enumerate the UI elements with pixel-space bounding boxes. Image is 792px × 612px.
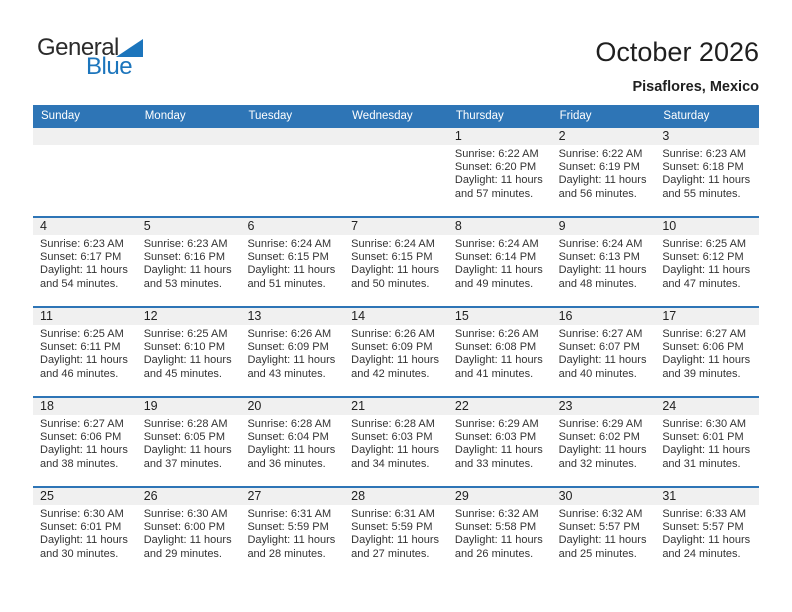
sunrise-text: Sunrise: 6:23 AM <box>40 238 124 250</box>
sunrise-text: Sunrise: 6:31 AM <box>247 508 332 520</box>
day-details <box>33 505 137 561</box>
calendar-day-cell <box>33 218 137 306</box>
sunset-text: Sunset: 6:04 PM <box>247 431 329 444</box>
sunrise-text: Sunrise: 6:22 AM <box>454 148 539 160</box>
calendar-day-cell <box>655 128 759 216</box>
calendar-week-row <box>33 126 759 216</box>
daylight-text-line1: Daylight: 11 hours <box>662 444 751 457</box>
sunrise-text: Sunrise: 6:25 AM <box>143 328 228 340</box>
day-details <box>137 415 241 471</box>
sunset-text: Sunset: 5:59 PM <box>247 521 329 534</box>
sunset-text: Sunset: 5:57 PM <box>558 521 640 534</box>
daylight-text-line1: Daylight: 11 hours <box>351 354 440 367</box>
daylight-text-line2: and 55 minutes. <box>662 187 741 200</box>
daylight-text-line2: and 25 minutes. <box>558 547 637 560</box>
sunrise-text: Sunrise: 6:24 AM <box>454 238 539 250</box>
day-details <box>552 235 656 291</box>
calendar-day-cell <box>137 308 241 396</box>
weekday-label-friday: Friday <box>559 109 592 122</box>
day-details <box>240 505 344 561</box>
daylight-text-line2: and 57 minutes. <box>454 187 534 200</box>
day-number: 21 <box>344 398 448 415</box>
daylight-text-line2: and 36 minutes. <box>247 457 326 470</box>
calendar-day-cell <box>137 398 241 486</box>
weekday-label-thursday: Thursday <box>455 109 504 122</box>
sunset-text: Sunset: 6:13 PM <box>558 251 640 264</box>
sunset-text: Sunset: 6:01 PM <box>40 521 122 534</box>
calendar-day-cell <box>448 488 552 576</box>
day-number: 19 <box>137 398 241 415</box>
daylight-text-line1: Daylight: 11 hours <box>143 354 232 367</box>
daylight-text-line2: and 32 minutes. <box>558 457 637 470</box>
daylight-text-line1: Daylight: 11 hours <box>143 264 232 277</box>
sunset-text: Sunset: 6:07 PM <box>558 341 640 354</box>
sunrise-text: Sunrise: 6:24 AM <box>558 238 643 250</box>
day-number: 31 <box>655 488 759 505</box>
calendar-day-cell <box>240 218 344 306</box>
daylight-text-line1: Daylight: 11 hours <box>558 444 647 457</box>
sunset-text: Sunset: 6:05 PM <box>143 431 226 444</box>
day-number: 5 <box>137 218 241 235</box>
day-number: 12 <box>137 308 241 325</box>
calendar-day-cell <box>552 218 656 306</box>
day-details <box>240 325 344 381</box>
calendar-weeks <box>33 126 759 576</box>
day-details <box>552 325 656 381</box>
sunset-text: Sunset: 6:11 PM <box>40 341 121 354</box>
daylight-text-line2: and 46 minutes. <box>40 367 119 380</box>
daylight-text-line2: and 42 minutes. <box>351 367 430 380</box>
weekday-label-wednesday: Wednesday <box>352 109 413 122</box>
sunrise-text: Sunrise: 6:26 AM <box>247 328 332 340</box>
daylight-text-line2: and 29 minutes. <box>143 547 222 560</box>
day-details <box>655 325 759 381</box>
daylight-text-line2: and 31 minutes. <box>662 457 741 470</box>
sunrise-text: Sunrise: 6:28 AM <box>351 418 435 430</box>
sunset-text: Sunset: 6:12 PM <box>662 251 744 264</box>
day-number: 10 <box>655 218 759 235</box>
sunrise-text: Sunrise: 6:27 AM <box>558 328 643 340</box>
day-details <box>655 235 759 291</box>
daylight-text-line2: and 27 minutes. <box>351 547 430 560</box>
day-number: 15 <box>448 308 552 325</box>
sunrise-text: Sunrise: 6:32 AM <box>454 508 539 520</box>
daylight-text-line1: Daylight: 11 hours <box>454 264 543 277</box>
daylight-text-line1: Daylight: 11 hours <box>40 354 128 367</box>
day-number: 17 <box>655 308 759 325</box>
day-details <box>137 325 241 381</box>
sunset-text: Sunset: 6:09 PM <box>351 341 433 354</box>
sunset-text: Sunset: 6:03 PM <box>351 431 433 444</box>
daylight-text-line2: and 48 minutes. <box>558 277 637 290</box>
daylight-text-line2: and 38 minutes. <box>40 457 119 470</box>
sunset-text: Sunset: 6:14 PM <box>454 251 537 264</box>
daylight-text-line1: Daylight: 11 hours <box>143 444 232 457</box>
day-details <box>552 415 656 471</box>
day-number: 2 <box>552 128 656 145</box>
daylight-text-line2: and 53 minutes. <box>143 277 222 290</box>
daylight-text-line1: Daylight: 11 hours <box>454 354 543 367</box>
sunrise-text: Sunrise: 6:30 AM <box>662 418 747 430</box>
sunset-text: Sunset: 6:17 PM <box>40 251 122 264</box>
daylight-text-line2: and 39 minutes. <box>662 367 741 380</box>
calendar-day-cell <box>448 128 552 216</box>
daylight-text-line1: Daylight: 11 hours <box>247 444 336 457</box>
calendar-day-cell <box>33 308 137 396</box>
sunrise-text: Sunrise: 6:27 AM <box>40 418 124 430</box>
day-details <box>33 235 137 291</box>
sunrise-text: Sunrise: 6:29 AM <box>558 418 643 430</box>
title-block <box>595 36 759 95</box>
sunset-text: Sunset: 6:10 PM <box>143 341 226 354</box>
calendar-day-cell <box>137 218 241 306</box>
sunset-text: Sunset: 6:01 PM <box>662 431 744 444</box>
sunset-text: Sunset: 5:59 PM <box>351 521 433 534</box>
daylight-text-line2: and 40 minutes. <box>558 367 637 380</box>
page-title: October 2026 <box>595 37 759 67</box>
day-number: 6 <box>240 218 344 235</box>
sunrise-text: Sunrise: 6:27 AM <box>662 328 747 340</box>
daylight-text-line1: Daylight: 11 hours <box>558 174 647 187</box>
calendar-day-cell <box>552 398 656 486</box>
day-details <box>552 145 656 201</box>
day-number: 1 <box>448 128 552 145</box>
sunset-text: Sunset: 6:15 PM <box>247 251 329 264</box>
calendar-day-cell <box>137 488 241 576</box>
sunset-text: Sunset: 6:15 PM <box>351 251 433 264</box>
calendar-day-cell <box>552 308 656 396</box>
calendar-week-row <box>33 486 759 576</box>
daylight-text-line2: and 28 minutes. <box>247 547 326 560</box>
daylight-text-line1: Daylight: 11 hours <box>662 534 751 547</box>
sunrise-text: Sunrise: 6:24 AM <box>247 238 332 250</box>
daylight-text-line1: Daylight: 11 hours <box>662 354 751 367</box>
calendar-day-cell <box>655 488 759 576</box>
day-number: 30 <box>552 488 656 505</box>
sunrise-text: Sunrise: 6:28 AM <box>143 418 228 430</box>
daylight-text-line2: and 47 minutes. <box>662 277 741 290</box>
daylight-text-line1: Daylight: 11 hours <box>351 264 440 277</box>
weekday-label-saturday: Saturday <box>663 109 710 122</box>
calendar-day-cell <box>240 398 344 486</box>
sunrise-text: Sunrise: 6:26 AM <box>351 328 435 340</box>
daylight-text-line1: Daylight: 11 hours <box>454 174 543 187</box>
day-details <box>655 145 759 201</box>
day-details <box>655 505 759 561</box>
daylight-text-line1: Daylight: 11 hours <box>247 534 336 547</box>
sunset-text: Sunset: 6:06 PM <box>40 431 122 444</box>
calendar-day-cell <box>344 308 448 396</box>
calendar-empty-cell <box>344 128 448 216</box>
day-number: 22 <box>448 398 552 415</box>
day-number <box>344 128 448 145</box>
daylight-text-line2: and 33 minutes. <box>454 457 534 470</box>
sunrise-text: Sunrise: 6:30 AM <box>40 508 124 520</box>
sunset-text: Sunset: 6:09 PM <box>247 341 329 354</box>
logo-text-blue: Blue <box>86 53 133 80</box>
calendar-day-cell <box>552 488 656 576</box>
sunrise-text: Sunrise: 6:25 AM <box>662 238 747 250</box>
day-number: 23 <box>552 398 656 415</box>
day-details <box>33 325 137 381</box>
day-number: 8 <box>448 218 552 235</box>
daylight-text-line2: and 49 minutes. <box>454 277 534 290</box>
sunset-text: Sunset: 6:16 PM <box>143 251 226 264</box>
day-details <box>448 415 552 471</box>
calendar-day-cell <box>552 128 656 216</box>
daylight-text-line1: Daylight: 11 hours <box>662 264 751 277</box>
day-number: 14 <box>344 308 448 325</box>
daylight-text-line1: Daylight: 11 hours <box>247 264 336 277</box>
sunset-text: Sunset: 6:20 PM <box>454 161 537 174</box>
sunrise-text: Sunrise: 6:33 AM <box>662 508 747 520</box>
day-number: 28 <box>344 488 448 505</box>
sunrise-text: Sunrise: 6:32 AM <box>558 508 643 520</box>
daylight-text-line2: and 24 minutes. <box>662 547 741 560</box>
sunset-text: Sunset: 6:18 PM <box>662 161 744 174</box>
sunrise-text: Sunrise: 6:26 AM <box>454 328 539 340</box>
daylight-text-line2: and 54 minutes. <box>40 277 119 290</box>
calendar-empty-cell <box>33 128 137 216</box>
calendar-day-cell <box>448 308 552 396</box>
day-details <box>448 235 552 291</box>
calendar-day-cell <box>655 398 759 486</box>
day-number <box>33 128 137 145</box>
sunset-text: Sunset: 6:08 PM <box>454 341 537 354</box>
calendar-week-row <box>33 306 759 396</box>
sunrise-text: Sunrise: 6:31 AM <box>351 508 435 520</box>
sunrise-text: Sunrise: 6:23 AM <box>143 238 228 250</box>
day-number: 25 <box>33 488 137 505</box>
daylight-text-line1: Daylight: 11 hours <box>143 534 232 547</box>
day-number: 26 <box>137 488 241 505</box>
calendar-day-cell <box>655 308 759 396</box>
day-details <box>240 235 344 291</box>
sunset-text: Sunset: 6:02 PM <box>558 431 640 444</box>
sunset-text: Sunset: 6:00 PM <box>143 521 226 534</box>
day-details <box>344 415 448 471</box>
daylight-text-line2: and 43 minutes. <box>247 367 326 380</box>
daylight-text-line1: Daylight: 11 hours <box>40 264 128 277</box>
sunrise-text: Sunrise: 6:28 AM <box>247 418 332 430</box>
day-number: 9 <box>552 218 656 235</box>
daylight-text-line1: Daylight: 11 hours <box>247 354 336 367</box>
day-details <box>448 505 552 561</box>
sunrise-text: Sunrise: 6:30 AM <box>143 508 228 520</box>
weekday-header-row <box>33 105 759 126</box>
daylight-text-line2: and 30 minutes. <box>40 547 119 560</box>
calendar-day-cell <box>240 488 344 576</box>
daylight-text-line2: and 41 minutes. <box>454 367 534 380</box>
sunrise-text: Sunrise: 6:22 AM <box>558 148 643 160</box>
day-number: 16 <box>552 308 656 325</box>
sunset-text: Sunset: 6:03 PM <box>454 431 537 444</box>
daylight-text-line2: and 37 minutes. <box>143 457 222 470</box>
calendar-day-cell <box>344 398 448 486</box>
day-details <box>137 235 241 291</box>
day-details <box>552 505 656 561</box>
day-details <box>448 325 552 381</box>
daylight-text-line2: and 26 minutes. <box>454 547 534 560</box>
day-number: 3 <box>655 128 759 145</box>
daylight-text-line1: Daylight: 11 hours <box>662 174 751 187</box>
day-details <box>655 415 759 471</box>
sunset-text: Sunset: 5:58 PM <box>454 521 537 534</box>
calendar-week-row <box>33 396 759 486</box>
day-number: 18 <box>33 398 137 415</box>
calendar-day-cell <box>448 398 552 486</box>
logo-text-general: General <box>37 34 119 61</box>
sunrise-text: Sunrise: 6:23 AM <box>662 148 747 160</box>
day-number: 27 <box>240 488 344 505</box>
day-details <box>448 145 552 201</box>
calendar-day-cell <box>344 488 448 576</box>
sunrise-text: Sunrise: 6:25 AM <box>40 328 124 340</box>
daylight-text-line2: and 50 minutes. <box>351 277 430 290</box>
day-details <box>344 505 448 561</box>
daylight-text-line1: Daylight: 11 hours <box>351 534 440 547</box>
day-number <box>240 128 344 145</box>
weekday-label-sunday: Sunday <box>41 109 81 122</box>
daylight-text-line2: and 51 minutes. <box>247 277 326 290</box>
calendar-day-cell <box>448 218 552 306</box>
location-subtitle: Pisaflores, Mexico <box>632 79 759 95</box>
day-number: 11 <box>33 308 137 325</box>
calendar-day-cell <box>240 308 344 396</box>
calendar-day-cell <box>344 218 448 306</box>
calendar-week-row <box>33 216 759 306</box>
daylight-text-line1: Daylight: 11 hours <box>454 444 543 457</box>
calendar-empty-cell <box>137 128 241 216</box>
daylight-text-line1: Daylight: 11 hours <box>558 264 647 277</box>
calendar-day-cell <box>33 488 137 576</box>
sunset-text: Sunset: 5:57 PM <box>662 521 744 534</box>
day-number <box>137 128 241 145</box>
day-details <box>344 325 448 381</box>
daylight-text-line1: Daylight: 11 hours <box>454 534 543 547</box>
day-number: 13 <box>240 308 344 325</box>
daylight-text-line1: Daylight: 11 hours <box>558 354 647 367</box>
day-details <box>33 415 137 471</box>
day-number: 24 <box>655 398 759 415</box>
day-number: 7 <box>344 218 448 235</box>
sunset-text: Sunset: 6:06 PM <box>662 341 744 354</box>
daylight-text-line1: Daylight: 11 hours <box>40 444 128 457</box>
daylight-text-line1: Daylight: 11 hours <box>351 444 440 457</box>
day-number: 4 <box>33 218 137 235</box>
day-details <box>344 235 448 291</box>
weekday-label-monday: Monday <box>144 109 186 122</box>
calendar-day-cell <box>655 218 759 306</box>
day-number: 20 <box>240 398 344 415</box>
daylight-text-line1: Daylight: 11 hours <box>558 534 647 547</box>
calendar-day-cell <box>33 398 137 486</box>
sunrise-text: Sunrise: 6:29 AM <box>454 418 539 430</box>
daylight-text-line2: and 45 minutes. <box>143 367 222 380</box>
sunset-text: Sunset: 6:19 PM <box>558 161 640 174</box>
daylight-text-line1: Daylight: 11 hours <box>40 534 128 547</box>
day-details <box>137 505 241 561</box>
weekday-label-tuesday: Tuesday <box>248 109 293 122</box>
day-details <box>240 415 344 471</box>
day-number: 29 <box>448 488 552 505</box>
sunrise-text: Sunrise: 6:24 AM <box>351 238 435 250</box>
calendar-empty-cell <box>240 128 344 216</box>
general-blue-logo <box>37 34 143 80</box>
calendar-table <box>33 105 759 576</box>
daylight-text-line2: and 56 minutes. <box>558 187 637 200</box>
daylight-text-line2: and 34 minutes. <box>351 457 430 470</box>
